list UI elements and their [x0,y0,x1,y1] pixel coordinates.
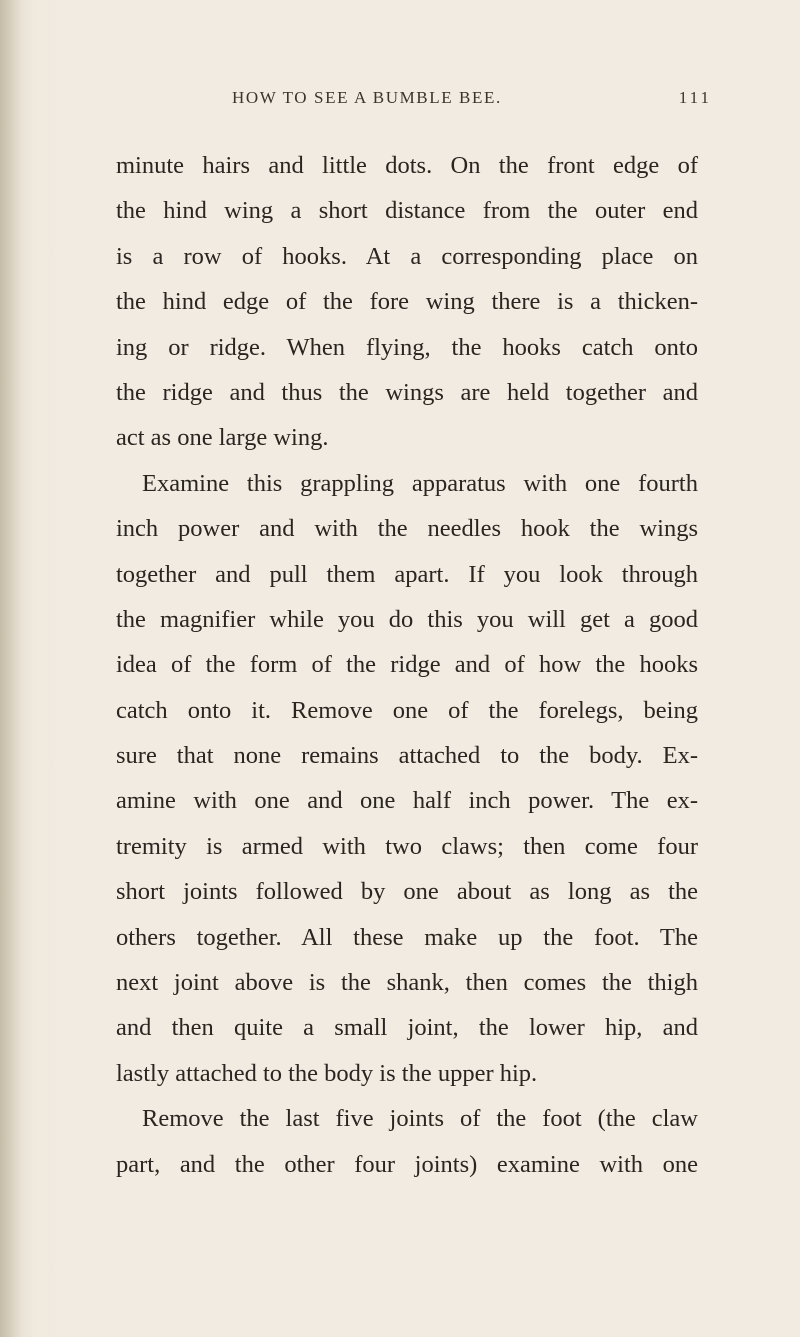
text-line: is a row of hooks. At a corresponding place on [116,242,698,270]
body-text [116,143,698,1187]
text-line: the hind edge of the fore wing there is a thicken- [116,288,698,316]
text-line: the magnifier while you do this you will get a good [116,605,698,633]
text-line: sure that none remains attached to the body. Ex- [116,742,698,770]
text-line: tremity is armed with two claws; then come four [116,832,698,860]
text-line: amine with one and one half inch power. The ex- [116,787,698,815]
running-head: HOW TO SEE A BUMBLE BEE. [232,88,502,107]
text-line: the hind wing a short distance from the outer end [116,197,698,225]
text-line: lastly attached to the body is the upper hip. [116,1059,538,1087]
text-line: minute hairs and little dots. On the front edge of [116,152,698,179]
text-line: idea of the form of the ridge and of how the hooks [116,651,698,679]
text-line: the ridge and thus the wings are held together and [116,378,698,406]
text-line: Remove the last five joints of the foot (the claw [142,1105,698,1133]
page-gutter-shadow [0,0,22,1337]
text-line: next joint above is the shank, then comes the thigh [116,969,698,997]
text-line: ing or ridge. When flying, the hooks catch onto [116,333,698,361]
text-line: Examine this grappling apparatus with one fourth [142,469,698,497]
text-line: short joints followed by one about as long as the [116,878,698,906]
page-header [232,88,712,112]
text-line: together and pull them apart. If you look through [116,560,698,588]
text-line: part, and the other four joints) examine with one [116,1150,698,1178]
page-number: 111 [678,88,712,107]
text-line: act as one large wing. [116,424,329,452]
text-line: and then quite a small joint, the lower hip, and [116,1014,698,1042]
text-line: inch power and with the needles hook the wings [116,515,698,543]
text-line: others together. All these make up the foot. The [116,923,698,951]
text-line: catch onto it. Remove one of the forelegs, being [116,696,698,724]
